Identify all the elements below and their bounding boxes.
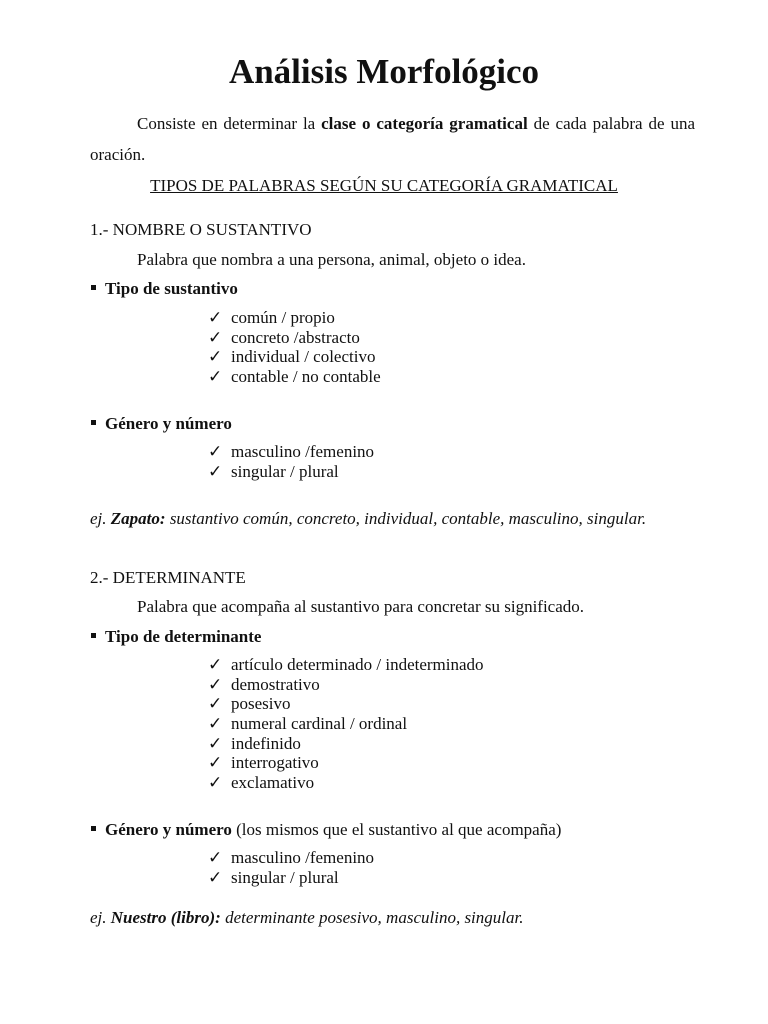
bullet-note: (los mismos que el sustantivo al que acompaña) xyxy=(231,820,562,839)
checkmark-icon: ✓ xyxy=(208,694,223,714)
check-item-label: posesivo xyxy=(231,694,291,714)
example-determinante xyxy=(90,907,523,929)
bullet-tipo-determinante xyxy=(91,626,261,648)
example-sustantivo xyxy=(90,508,646,530)
check-item-label: concreto /abstracto xyxy=(231,327,360,347)
checkmark-icon: ✓ xyxy=(208,442,223,461)
square-bullet-icon xyxy=(91,285,96,290)
square-bullet-icon xyxy=(91,826,96,831)
bullet-title: Género y número xyxy=(105,820,232,839)
heading-sustantivo: 1.- NOMBRE O SUSTANTIVO xyxy=(90,220,312,239)
check-item-label: interrogativo xyxy=(231,753,319,773)
check-item xyxy=(208,442,374,462)
checkmark-icon: ✓ xyxy=(208,367,223,387)
check-item xyxy=(208,714,484,734)
check-item-label: exclamativo xyxy=(231,773,315,793)
bullet-tipo-sustantivo xyxy=(91,278,238,300)
example-text: sustantivo común, concreto, individual, contable, masculino, singular. xyxy=(165,509,647,528)
checkmark-icon: ✓ xyxy=(208,461,223,481)
check-item-label: artículo determinado / indeterminado xyxy=(231,655,484,674)
bullet-title: Género y número xyxy=(105,414,232,433)
check-item xyxy=(208,734,484,754)
bullet-genero-numero xyxy=(91,413,232,435)
checkmark-icon: ✓ xyxy=(208,848,223,867)
checkmark-icon: ✓ xyxy=(208,753,223,773)
check-item xyxy=(208,655,484,675)
checkmark-icon: ✓ xyxy=(208,867,223,887)
checkmark-icon: ✓ xyxy=(208,308,223,327)
check-item-label: singular / plural xyxy=(231,461,339,481)
check-list-genero-numero xyxy=(208,442,374,481)
checkmark-icon: ✓ xyxy=(208,773,223,793)
example-prefix: ej. xyxy=(90,509,111,528)
intro-paragraph xyxy=(90,108,695,170)
heading-determinante: 2.- DETERMINANTE xyxy=(90,568,246,587)
check-item-label: demostrativo xyxy=(231,674,320,694)
example-text: determinante posesivo, masculino, singular. xyxy=(220,908,524,927)
check-item xyxy=(208,308,381,328)
check-list-tipo-sustantivo xyxy=(208,308,381,387)
check-item xyxy=(208,753,484,773)
check-item-label: masculino /femenino xyxy=(231,848,375,867)
check-list-genero-numero-determinante xyxy=(208,848,374,887)
square-bullet-icon xyxy=(91,633,96,638)
example-prefix: ej. xyxy=(90,908,111,927)
example-term: Zapato: xyxy=(110,509,166,528)
bullet-genero-numero-determinante xyxy=(91,819,561,841)
example-term: Nuestro (libro): xyxy=(110,908,221,927)
definition-sustantivo: Palabra que nombra a una persona, animal, objeto o idea. xyxy=(137,250,526,269)
bullet-title: Tipo de determinante xyxy=(105,627,262,646)
check-item xyxy=(208,367,381,387)
check-item-label: común / propio xyxy=(231,308,335,327)
check-item xyxy=(208,694,484,714)
intro-bold-term: clase o categoría gramatical xyxy=(321,114,528,133)
checkmark-icon: ✓ xyxy=(208,714,223,734)
check-item xyxy=(208,347,381,367)
check-item xyxy=(208,868,374,888)
checkmark-icon: ✓ xyxy=(208,733,223,753)
checkmark-icon: ✓ xyxy=(208,327,223,347)
bullet-title: Tipo de sustantivo xyxy=(105,279,238,298)
section-heading: TIPOS DE PALABRAS SEGÚN SU CATEGORÍA GRAMATICAL xyxy=(150,176,618,195)
check-item xyxy=(208,675,484,695)
check-item-label: contable / no contable xyxy=(231,367,381,387)
intro-text-start: Consiste en determinar la xyxy=(137,114,322,133)
check-item-label: indefinido xyxy=(231,733,301,753)
checkmark-icon: ✓ xyxy=(208,674,223,694)
definition-determinante: Palabra que acompaña al sustantivo para concretar su significado. xyxy=(137,597,585,616)
check-list-tipo-determinante xyxy=(208,655,484,793)
check-item xyxy=(208,773,484,793)
check-item-label: numeral cardinal / ordinal xyxy=(231,714,408,734)
square-bullet-icon xyxy=(91,420,96,425)
check-item-label: individual / colectivo xyxy=(231,347,376,367)
checkmark-icon: ✓ xyxy=(208,347,223,367)
check-item xyxy=(208,462,374,482)
check-item-label: singular / plural xyxy=(231,867,339,887)
check-item xyxy=(208,848,374,868)
intro-text-end: de cada palabra de una oración. xyxy=(90,114,695,164)
checkmark-icon: ✓ xyxy=(208,655,223,674)
check-item-label: masculino /femenino xyxy=(231,442,375,461)
page-title: Análisis Morfológico xyxy=(228,52,540,91)
check-item xyxy=(208,328,381,348)
